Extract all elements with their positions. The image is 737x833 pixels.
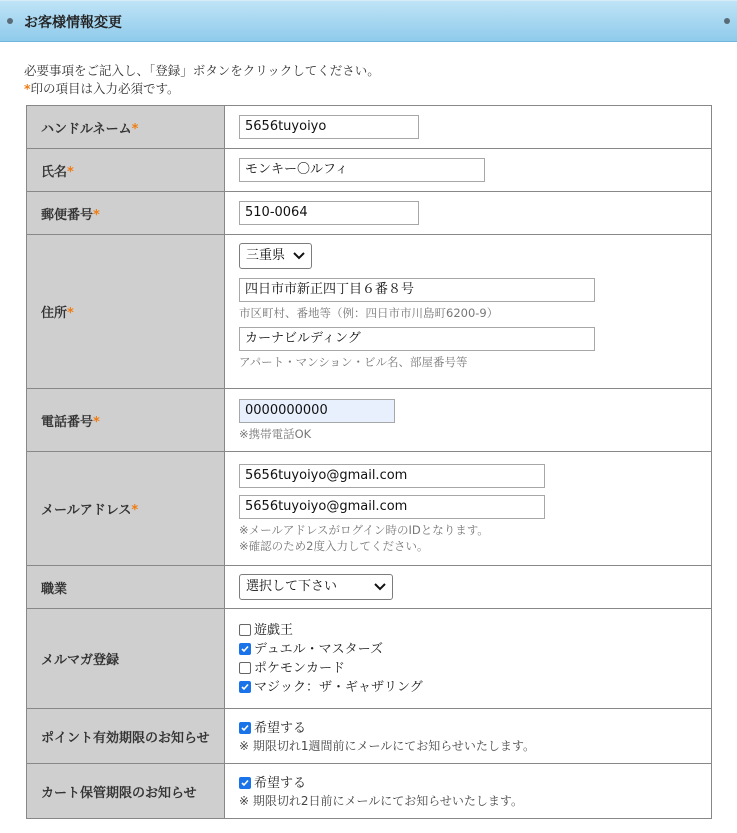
intro-line-2-text: 印の項目は入力必須です。: [30, 81, 180, 96]
newsletter-option[interactable]: [239, 621, 710, 640]
label-phone: 電話番号*: [27, 389, 225, 452]
newsletter-option-label: デュエル・マスターズ: [254, 641, 383, 657]
intro-line-2: [24, 80, 380, 98]
newsletter-checkbox[interactable]: [239, 681, 251, 693]
zip-input[interactable]: 510-0064: [239, 201, 419, 225]
newsletter-options: [225, 609, 712, 709]
cart-notice-option-label: 希望する: [254, 775, 307, 791]
label-occupation: 職業: [27, 566, 225, 609]
label-cart-notice: カート保管期限のお知らせ: [27, 764, 225, 819]
newsletter-checkbox[interactable]: [239, 662, 251, 674]
occupation-select[interactable]: [239, 574, 393, 600]
form-row-occupation: [27, 566, 712, 609]
newsletter-option[interactable]: [239, 659, 710, 678]
prefecture-select[interactable]: [239, 243, 312, 269]
label-points-notice: ポイント有効期限のお知らせ: [27, 709, 225, 764]
form-row-points-notice: [27, 709, 712, 764]
check-icon: [241, 724, 249, 732]
check-icon: [241, 683, 249, 691]
points-notice-option[interactable]: [239, 719, 710, 738]
newsletter-option-label: 遊戯王: [254, 622, 294, 638]
phone-hint: ※携帯電話OK: [239, 426, 312, 441]
form-row-phone: [27, 389, 712, 452]
address-line1-hint: 市区町村、番地等（例：四日市市川島町6200-9）: [239, 306, 499, 320]
newsletter-checkbox[interactable]: [239, 643, 251, 655]
email-hint-2: ※確認のため2度入力してください。: [239, 538, 429, 553]
label-email: メールアドレス*: [27, 452, 225, 566]
handle-input[interactable]: 5656tuyoiyo: [239, 115, 419, 139]
form-row-zip: [27, 192, 712, 235]
email-input[interactable]: 5656tuyoiyo@gmail.com: [239, 464, 545, 488]
required-mark: *: [24, 81, 31, 96]
email-hint-1: ※メールアドレスがログイン時のIDとなります。: [239, 522, 489, 537]
customer-form: [26, 105, 712, 819]
intro-line-1: 必要事項をご記入し、「登録」ボタンをクリックしてください。: [24, 63, 380, 78]
form-row-address: [27, 235, 712, 389]
bullet-icon: [723, 17, 731, 25]
phone-input[interactable]: 0000000000: [239, 399, 395, 423]
form-row-email: [27, 452, 712, 566]
section-header: [0, 0, 737, 42]
label-newsletter: メルマガ登録: [27, 609, 225, 709]
cart-notice-hint: ※ 期限切れ2日前にメールにてお知らせいたします。: [239, 793, 523, 808]
label-zip: 郵便番号*: [27, 192, 225, 235]
points-notice-checkbox[interactable]: [239, 722, 251, 734]
page-title: お客様情報変更: [24, 15, 122, 31]
check-icon: [241, 779, 249, 787]
form-row-name: [27, 149, 712, 192]
newsletter-option-label: マジック：ザ・ギャザリング: [254, 679, 423, 695]
address-line1-input[interactable]: 四日市市新正四丁目６番８号: [239, 278, 595, 302]
check-icon: [241, 645, 249, 653]
points-notice-hint: ※ 期限切れ1週間前にメールにてお知らせいたします。: [239, 738, 535, 753]
form-row-newsletter: [27, 609, 712, 709]
name-input[interactable]: モンキー〇ルフィ: [239, 158, 485, 182]
form-row-handle: [27, 106, 712, 149]
points-notice-option-label: 希望する: [254, 720, 307, 736]
email-confirm-input[interactable]: 5656tuyoiyo@gmail.com: [239, 495, 545, 519]
bullet-icon: [6, 17, 14, 25]
label-handle: ハンドルネーム*: [27, 106, 225, 149]
cart-notice-option[interactable]: [239, 774, 710, 793]
label-address: 住所*: [27, 235, 225, 389]
newsletter-option[interactable]: [239, 678, 710, 697]
occupation-selected: 選択して下さい: [246, 579, 338, 594]
cart-notice-checkbox[interactable]: [239, 777, 251, 789]
label-name: 氏名*: [27, 149, 225, 192]
form-row-cart-notice: [27, 764, 712, 819]
newsletter-checkbox[interactable]: [239, 624, 251, 636]
prefecture-selected: 三重県: [246, 248, 286, 263]
chevron-down-icon: [293, 252, 305, 260]
intro-text: [24, 62, 380, 98]
address-line2-input[interactable]: カーナビルディング: [239, 327, 595, 351]
newsletter-option[interactable]: [239, 640, 710, 659]
address-line2-hint: アパート・マンション・ビル名、部屋番号等: [239, 355, 468, 369]
newsletter-option-label: ポケモンカード: [254, 660, 346, 676]
chevron-down-icon: [374, 583, 386, 591]
